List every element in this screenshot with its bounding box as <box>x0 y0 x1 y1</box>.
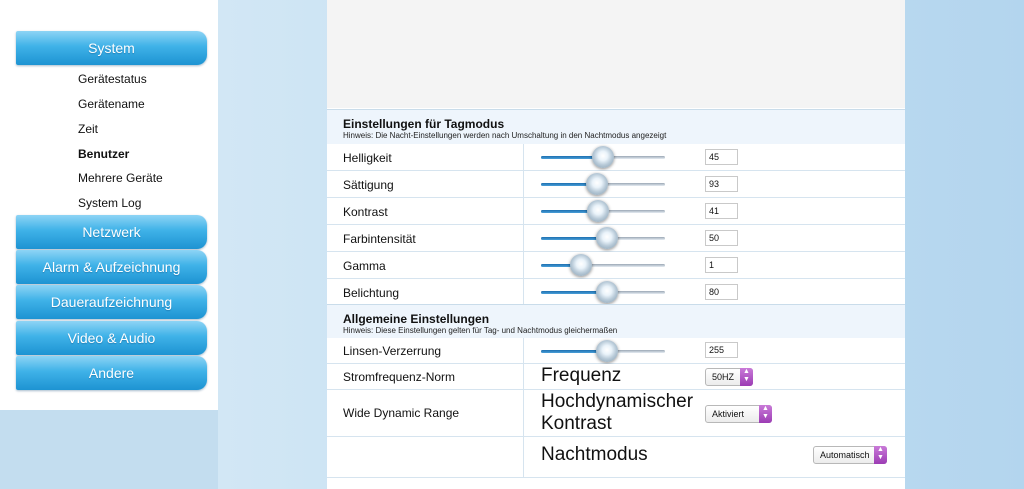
nachtmodus-select[interactable] <box>813 446 887 464</box>
select-arrows-icon: ▲ ▼ <box>759 405 772 423</box>
gamma-slider[interactable] <box>541 252 665 278</box>
nav-netzwerk[interactable]: Netzwerk <box>16 215 207 249</box>
sidebar-item-mehrere-geraete[interactable]: Mehrere Geräte <box>78 171 163 185</box>
sidebar-item-system-log[interactable]: System Log <box>78 196 142 210</box>
gamma-value-input[interactable]: 1 <box>705 257 738 273</box>
section-hint: Hinweis: Diese Einstellungen gelten für Tag- und Nachtmodus gleichermaßen <box>343 326 618 335</box>
sidebar-item-benutzer[interactable]: Benutzer <box>78 147 130 161</box>
nachtmodus-select-value: Automatisch <box>820 450 870 460</box>
select-arrows-icon: ▲ ▼ <box>874 446 887 464</box>
nav-alarm-aufzeichnung[interactable]: Alarm & Aufzeichnung <box>16 250 207 284</box>
slider-knob[interactable] <box>592 146 614 168</box>
section-day-mode <box>327 109 905 145</box>
row-label: Helligkeit <box>343 151 392 165</box>
slider-knob[interactable] <box>596 281 618 303</box>
row-label: Farbintensität <box>343 232 416 246</box>
column-divider <box>523 144 524 170</box>
row-label: Wide Dynamic Range <box>343 406 460 420</box>
row-saettigung <box>327 171 905 198</box>
saettigung-value-input[interactable]: 93 <box>705 176 738 192</box>
row-nachtmodus <box>327 437 905 478</box>
slider-knob[interactable] <box>587 200 609 222</box>
row-belichtung <box>327 279 905 306</box>
sidebar-item-geraetestatus[interactable]: Gerätestatus <box>78 72 147 86</box>
linsen-verzerrung-slider[interactable] <box>541 338 665 363</box>
row-linsen-verzerrung <box>327 338 905 364</box>
column-divider <box>523 198 524 224</box>
row-label: Kontrast <box>343 205 388 219</box>
row-label: Linsen-Verzerrung <box>343 344 442 358</box>
slider-knob[interactable] <box>570 254 592 276</box>
sidebar-item-geraetename[interactable]: Gerätename <box>78 97 145 111</box>
column-divider <box>523 171 524 197</box>
frequency-select[interactable] <box>705 368 753 386</box>
nav-daueraufzeichnung[interactable]: Daueraufzeichnung <box>16 285 207 319</box>
farbintensitaet-value-input[interactable]: 50 <box>705 230 738 246</box>
sidebar-item-zeit[interactable]: Zeit <box>78 122 99 136</box>
row-label: Stromfrequenz-Norm <box>343 370 456 384</box>
frequenz-caption: Frequenz <box>541 365 622 386</box>
column-divider <box>523 390 524 436</box>
column-divider <box>523 252 524 278</box>
section-general <box>327 304 905 339</box>
row-stromfrequenz <box>327 364 905 390</box>
nav-video-audio[interactable]: Video & Audio <box>16 321 207 355</box>
wdr-caption-line1: Hochdynamischer <box>541 391 694 412</box>
column-divider <box>523 279 524 305</box>
section-title: Einstellungen für Tagmodus <box>343 117 505 131</box>
column-divider <box>523 437 524 477</box>
row-label: Gamma <box>343 259 386 273</box>
section-title: Allgemeine Einstellungen <box>343 312 490 326</box>
linsen-verzerrung-value-input[interactable]: 255 <box>705 342 738 358</box>
slider-knob[interactable] <box>596 227 618 249</box>
sidebar <box>0 0 218 410</box>
belichtung-slider[interactable] <box>541 279 665 305</box>
helligkeit-value-input[interactable]: 45 <box>705 149 738 165</box>
column-divider <box>523 338 524 363</box>
wdr-select-value: Aktiviert <box>712 409 745 419</box>
slider-knob[interactable] <box>596 340 618 362</box>
wdr-caption-line2: Kontrast <box>541 413 612 434</box>
slider-knob[interactable] <box>586 173 608 195</box>
kontrast-value-input[interactable]: 41 <box>705 203 738 219</box>
column-divider <box>523 364 524 389</box>
settings-panel <box>327 0 905 489</box>
helligkeit-slider[interactable] <box>541 144 665 170</box>
section-hint: Hinweis: Die Nacht-Einstellungen werden nach Umschaltung in den Nachtmodus angezeigt <box>343 131 667 140</box>
video-preview-area <box>327 0 905 108</box>
belichtung-value-input[interactable]: 80 <box>705 284 738 300</box>
row-kontrast <box>327 198 905 225</box>
nav-andere[interactable]: Andere <box>16 356 207 390</box>
frequency-select-value: 50HZ <box>712 372 735 382</box>
row-farbintensitaet <box>327 225 905 252</box>
nav-system[interactable]: System <box>16 31 207 65</box>
select-arrows-icon: ▲ ▼ <box>740 368 753 386</box>
row-label: Belichtung <box>343 286 400 300</box>
row-gamma <box>327 252 905 279</box>
saettigung-slider[interactable] <box>541 171 665 197</box>
row-helligkeit <box>327 144 905 171</box>
column-divider <box>523 225 524 251</box>
row-wide-dynamic-range <box>327 390 905 437</box>
row-label: Sättigung <box>343 178 394 192</box>
wdr-select[interactable] <box>705 405 772 423</box>
kontrast-slider[interactable] <box>541 198 665 224</box>
nachtmodus-caption: Nachtmodus <box>541 444 648 465</box>
farbintensitaet-slider[interactable] <box>541 225 665 251</box>
